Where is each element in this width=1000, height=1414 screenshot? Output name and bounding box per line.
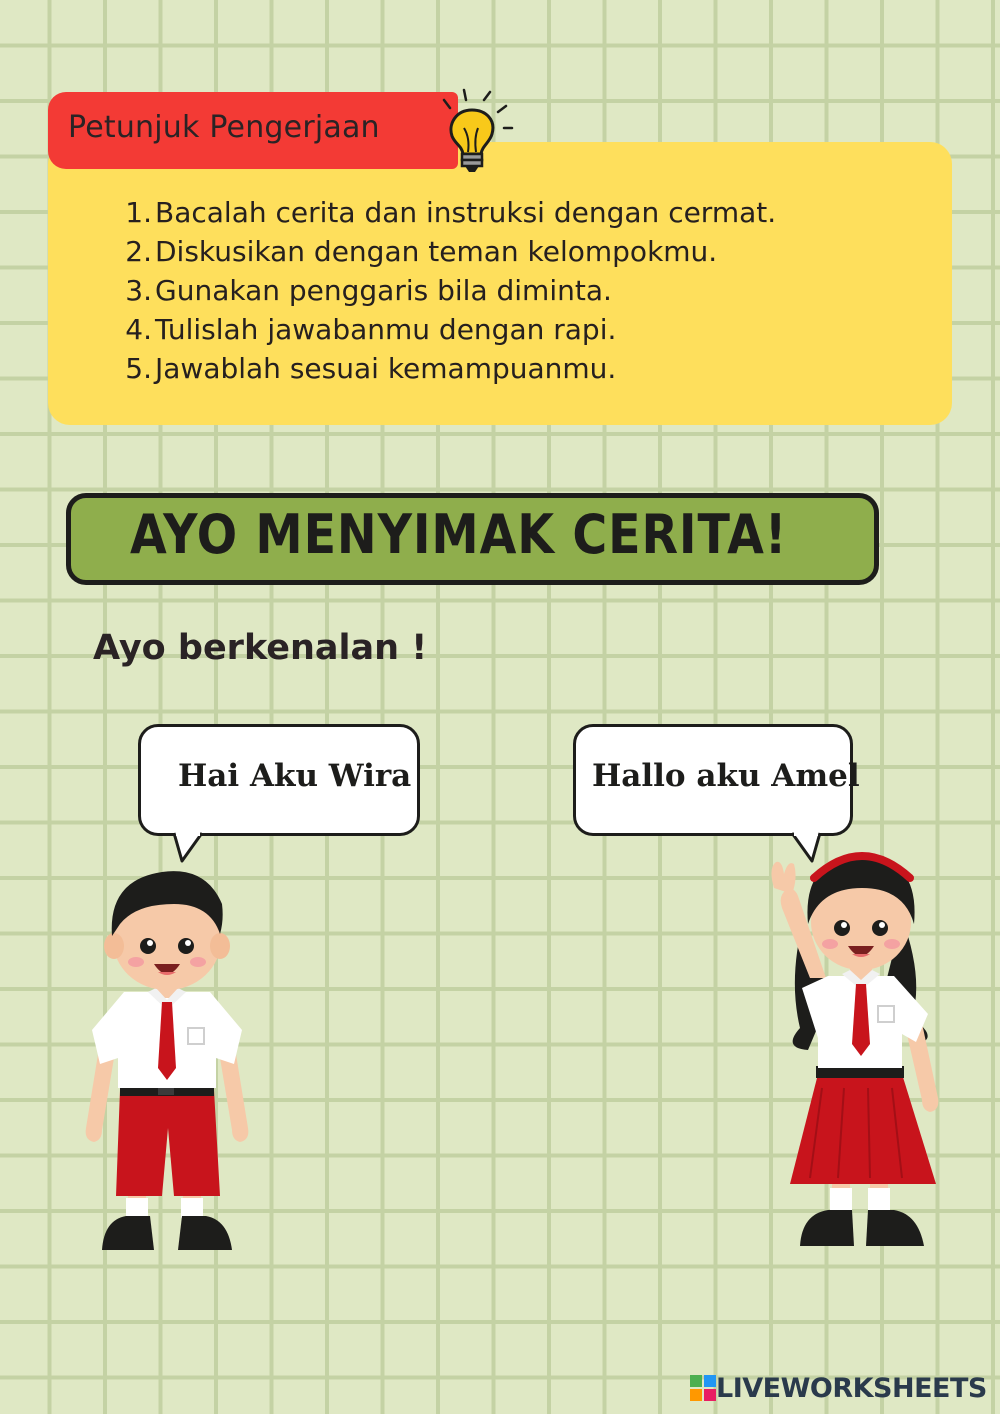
section-banner-title: AYO MENYIMAK CERITA! <box>130 503 788 566</box>
instructions-list <box>120 195 776 390</box>
instruction-item: 4. Tulislah jawabanmu dengan rapi. <box>125 313 617 346</box>
lightbulb-icon <box>434 88 518 176</box>
liveworksheets-logo <box>690 1370 987 1406</box>
liveworksheets-logo-text: LIVEWORKSHEETS <box>716 1372 987 1404</box>
boy-student-illustration <box>78 858 258 1258</box>
speech-text-girl: Hallo aku Amel <box>592 758 860 794</box>
instructions-title: Petunjuk Pengerjaan <box>68 110 380 145</box>
instruction-item: 3. Gunakan penggaris bila diminta. <box>125 274 612 307</box>
instruction-item: 2. Diskusikan dengan teman kelompokmu. <box>125 235 718 268</box>
speech-text-boy: Hai Aku Wira <box>178 758 412 794</box>
intro-heading: Ayo berkenalan ! <box>93 628 428 668</box>
instruction-item: 5. Jawablah sesuai kemampuanmu. <box>125 352 617 385</box>
instruction-item: 1. Bacalah cerita dan instruksi dengan cermat. <box>125 196 777 229</box>
liveworksheets-logo-icon <box>690 1375 716 1401</box>
girl-student-illustration <box>752 838 962 1253</box>
